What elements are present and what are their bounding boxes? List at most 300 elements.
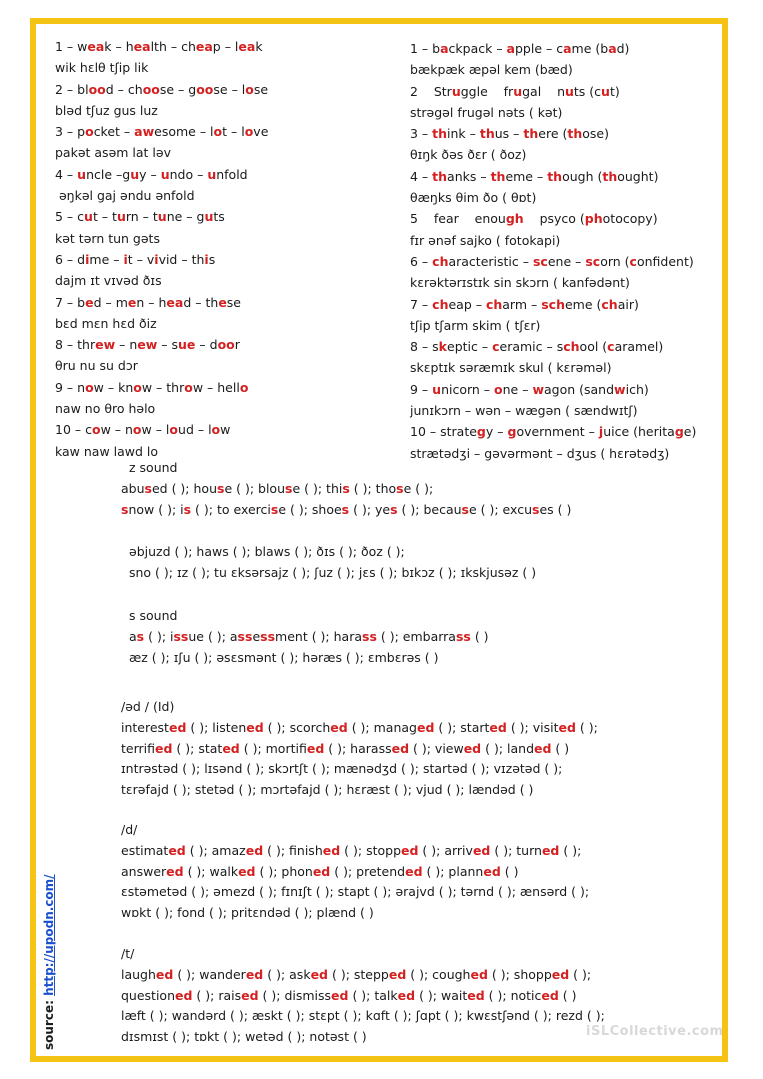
highlighted-letters: ch (601, 296, 618, 312)
highlighted-letters: g (476, 424, 486, 440)
highlighted-letters: u (432, 381, 442, 397)
text-segment: 8 – s (410, 339, 439, 355)
text-segment: se – l (213, 81, 246, 97)
text-segment: ( ); amaz (185, 842, 246, 858)
highlighted-letters: ed (322, 842, 341, 858)
text-segment: arm – (502, 296, 542, 312)
highlighted-letters: ed (310, 966, 328, 982)
left-column-line (55, 355, 395, 376)
highlighted-letters: ew (95, 337, 116, 353)
text-segment: 7 – (410, 296, 433, 312)
text-segment: /t/ (121, 946, 135, 961)
text-segment: ( ); phon (255, 863, 313, 879)
highlighted-letters: ea (166, 294, 184, 310)
highlighted-letters: ed (534, 740, 552, 756)
left-column-line (55, 164, 395, 185)
text-segment: dajm ɪt vɪvəd ðɪs (55, 273, 162, 289)
text-segment: ( ); pretend (330, 863, 406, 879)
left-column-line (55, 334, 395, 355)
highlighted-letters: ed (405, 863, 423, 879)
right-column-line (410, 59, 720, 80)
highlighted-letters: o (245, 81, 254, 97)
highlighted-letters: s (136, 628, 145, 644)
text-segment: ( ); harass (324, 740, 392, 756)
left-column-line (55, 142, 395, 163)
text-segment: ( ); embarra (376, 628, 456, 644)
highlighted-letters: th (490, 168, 506, 184)
text-segment: tʃip tʃarm skim ( tʃɛr) (410, 317, 541, 333)
text-segment: wɒkt ( ); fond ( ); pritɛndəd ( ); plænd ( ) (121, 905, 374, 921)
text-segment: – s (157, 337, 179, 353)
text-segment: e ( ); (403, 480, 434, 496)
right-column-line (410, 400, 720, 421)
text-segment: ncle –g (86, 166, 131, 182)
left-column-line (55, 249, 395, 270)
s-section-line (121, 606, 711, 627)
text-segment: w – kn (93, 379, 134, 395)
highlighted-letters: u (601, 83, 610, 99)
d-sound-section (121, 820, 711, 924)
text-segment: s sound (129, 608, 178, 623)
highlighted-letters: o (184, 379, 193, 395)
text-segment: z sound (129, 460, 178, 475)
text-segment: ( ); turn (490, 842, 542, 858)
left-column-line (55, 185, 395, 206)
text-segment: ( ); scorch (263, 719, 331, 735)
text-segment: ought) (617, 168, 659, 184)
highlighted-letters: o (133, 379, 142, 395)
text-segment: 10 – strate (410, 424, 477, 440)
text-segment: ment ( ); hara (275, 628, 362, 644)
highlighted-letters: s (121, 501, 129, 517)
text-segment: ( ); (575, 719, 598, 735)
text-segment: psyco ( (523, 211, 585, 227)
left-column-line (55, 377, 395, 398)
text-segment: θru nu su dɔr (55, 358, 138, 374)
highlighted-letters: e (85, 294, 94, 310)
text-segment: eme ( (564, 296, 602, 312)
highlighted-letters: o (91, 422, 101, 438)
text-segment: overnment – (516, 424, 599, 440)
highlighted-letters: ss (173, 628, 189, 644)
text-segment: anks – (447, 168, 491, 184)
left-column-line (55, 270, 395, 291)
text-segment: ed ( ); hou (151, 480, 217, 496)
highlighted-letters: a (440, 41, 449, 56)
highlighted-letters: ea (195, 39, 213, 54)
text-segment: ( ); land (481, 740, 535, 756)
highlighted-letters: ed (155, 740, 173, 756)
highlighted-letters: ed (489, 719, 507, 735)
text-segment: ere ( (538, 126, 568, 142)
t-section-line (121, 986, 711, 1007)
text-segment: /əd / (Id) (121, 699, 175, 714)
right-column-line (410, 38, 720, 59)
text-segment: t – l (222, 124, 245, 140)
text-segment: s (208, 251, 216, 267)
highlighted-letters: th (523, 126, 539, 142)
right-column-line (410, 208, 720, 229)
text-segment: aracteristic – (448, 253, 533, 269)
text-segment: ve (253, 124, 269, 140)
text-segment: ool ( (579, 339, 608, 355)
text-segment: e (252, 628, 261, 644)
highlighted-letters: ed (238, 863, 256, 879)
highlighted-letters: o (494, 381, 503, 397)
text-segment: air) (617, 296, 639, 312)
z-section-ipa-line (121, 563, 711, 584)
highlighted-letters: a (608, 41, 617, 56)
text-segment: otocopy) (602, 211, 658, 227)
text-segment: w – l (141, 422, 170, 438)
highlighted-letters: u (157, 209, 167, 225)
highlighted-letters: ch (485, 296, 503, 312)
highlighted-letters: a (506, 41, 515, 56)
text-segment: us – (494, 126, 524, 142)
highlighted-letters: th (602, 168, 618, 184)
text-segment: strəgəl frugəl nəts ( kət) (410, 104, 563, 120)
text-segment: question (121, 987, 176, 1003)
text-segment: e ( ); blou (224, 480, 286, 496)
text-segment: d – m (93, 294, 128, 310)
highlighted-letters: u (513, 83, 523, 99)
right-column-line (410, 187, 720, 208)
text-segment: t) (609, 83, 620, 99)
text-segment: kaw naw lawd lo (55, 443, 159, 459)
text-segment: ene – (547, 253, 586, 269)
right-column-line (410, 230, 720, 251)
highlighted-letters: ew (137, 337, 158, 353)
text-segment: bækpæk æpəl kem (bæd) (410, 62, 573, 78)
text-segment: se (226, 294, 241, 310)
highlighted-letters: u (565, 83, 574, 99)
text-segment: pakət asəm lat ləv (55, 145, 171, 161)
text-segment: tɛrəfajd ( ); stetəd ( ); mɔrtəfajd ( ); hɛræst ( ); vjud ( ); lændəd ( ) (121, 782, 534, 798)
text-segment: æz ( ); ɪʃu ( ); əsɛsmənt ( ); həræs ( ); ɛmbɛrəs ( ) (129, 649, 439, 665)
d-section-line (121, 820, 711, 841)
text-segment: aramel) (614, 339, 664, 355)
highlighted-letters: ch (563, 339, 580, 355)
highlighted-letters: i (204, 251, 209, 267)
left-column-line (55, 313, 395, 334)
text-segment: ue ( ); a (188, 628, 238, 644)
highlighted-letters: o (211, 422, 221, 438)
highlighted-letters: ch (432, 296, 449, 312)
text-segment: ( ); (559, 842, 582, 858)
source-link[interactable]: http://upodn.com/ (42, 874, 56, 996)
highlighted-letters: s (461, 501, 469, 517)
highlighted-letters: o (169, 422, 179, 438)
text-segment: /d/ (121, 822, 138, 837)
highlighted-letters: o (244, 124, 254, 140)
highlighted-letters: th (567, 126, 583, 142)
ed-id-section-line (121, 780, 711, 801)
highlighted-letters: th (432, 168, 448, 184)
highlighted-letters: ss (260, 628, 276, 644)
s-section-line (121, 648, 711, 669)
text-segment: ( ) (500, 863, 519, 879)
highlighted-letters: ss (455, 628, 471, 644)
text-segment: se (253, 81, 269, 97)
text-segment: p – l (212, 39, 239, 54)
text-segment: ( ); shopp (487, 966, 552, 982)
text-segment: laugh (121, 966, 156, 982)
text-segment: junɪkɔrn – wən – wægən ( sændwɪtʃ) (410, 403, 638, 419)
text-segment: ud – l (178, 422, 212, 438)
text-segment: e ( ); excu (468, 501, 533, 517)
left-column-line (55, 419, 395, 440)
highlighted-letters: ed (541, 987, 559, 1003)
highlighted-letters: ed (483, 863, 501, 879)
highlighted-letters: ph (584, 211, 603, 227)
text-segment: sno ( ); ɪz ( ); tu ɛksərsajz ( ); ʃuz ( ); jɛs ( ); bɪkɔz ( ); ɪkskjusəz ( ) (129, 564, 537, 580)
highlighted-letters: sch (541, 296, 565, 312)
highlighted-letters: ed (401, 842, 419, 858)
text-segment: ( ); to exerci (191, 501, 271, 517)
text-segment: læft ( ); wandərd ( ); æskt ( ); stɛpt ( ); kɑft ( ); ʃɑpt ( ); kwɛstʃənd ( ); rezd ( ); (121, 1008, 605, 1024)
highlighted-letters: ed (306, 740, 325, 756)
highlighted-letters: i (123, 251, 128, 267)
highlighted-letters: th (547, 168, 563, 184)
highlighted-letters: ed (168, 842, 186, 858)
text-segment: ( ); ask (263, 966, 311, 982)
ed-id-section-line (121, 718, 711, 739)
text-segment: 3 – p (55, 124, 86, 140)
text-segment: k – h (104, 39, 134, 54)
text-segment: ɛstəmetəd ( ); əmezd ( ); fɪnɪʃt ( ); stapt ( ); ərajvd ( ); tərnd ( ); ænsərd ( ); (121, 884, 590, 900)
text-segment: now ( ); i (128, 501, 184, 517)
text-segment: se – g (159, 81, 197, 97)
left-column-line (55, 79, 395, 100)
highlighted-letters: s (285, 480, 293, 496)
highlighted-letters: s (217, 480, 225, 496)
text-segment: – d (195, 337, 218, 353)
text-segment: fɪr ənəf sajko ( fotokapi) (410, 232, 561, 248)
text-segment: vid – th (158, 251, 205, 267)
highlighted-letters: j (598, 424, 604, 440)
s-sound-section (121, 606, 711, 668)
text-segment: e) (683, 424, 697, 440)
highlighted-letters: ed (397, 987, 416, 1003)
ed-id-section (121, 697, 711, 801)
highlighted-letters: o (132, 422, 142, 438)
highlighted-letters: ed (168, 719, 187, 735)
text-segment: d) (616, 41, 630, 56)
highlighted-letters: oo (142, 81, 160, 97)
left-column-line (55, 292, 395, 313)
text-segment: ( ); manag (347, 719, 417, 735)
highlighted-letters: ed (166, 863, 184, 879)
text-segment: estimat (121, 842, 169, 858)
text-segment: 1 – w (55, 39, 88, 54)
text-segment: e ( ); shoe (278, 501, 342, 517)
text-segment: uice (herita (603, 424, 675, 440)
right-column-line (410, 144, 720, 165)
highlighted-letters: ed (245, 842, 264, 858)
text-segment: ( ); visit (506, 719, 559, 735)
text-segment: ɪntrəstəd ( ); lɪsənd ( ); skɔrtʃt ( ); mænədʒd ( ); startəd ( ); vɪzətəd ( ); (121, 761, 563, 777)
highlighted-letters: ed (467, 987, 485, 1003)
source-label: source: (42, 995, 56, 1050)
text-segment: skɛptɪk səræmɪk skul ( kɛrəməl) (410, 360, 612, 376)
text-segment: ( ); rais (192, 987, 242, 1003)
text-segment: k (255, 39, 263, 54)
d-section-line (121, 903, 711, 924)
ed-id-section-line (121, 739, 711, 760)
text-segment: ts (c (573, 83, 602, 99)
text-segment: esome – l (154, 124, 214, 140)
text-segment: ( ); talk (348, 987, 398, 1003)
highlighted-letters: ea (133, 39, 151, 54)
right-column-line (410, 421, 720, 442)
highlighted-letters: ea (87, 39, 105, 54)
z-sound-section (121, 458, 711, 520)
text-segment: cket – (93, 124, 135, 140)
highlighted-letters: k (438, 339, 447, 355)
text-segment: w (220, 422, 231, 438)
right-column-line (410, 251, 720, 272)
source-credit (42, 874, 56, 1050)
highlighted-letters: ed (541, 842, 560, 858)
text-segment: 9 – (410, 381, 433, 397)
highlighted-letters: oo (217, 337, 235, 353)
text-segment: abu (121, 480, 145, 496)
highlighted-letters: u (77, 166, 87, 182)
text-segment: ( ) (558, 987, 577, 1003)
text-segment: eptic – (447, 339, 493, 355)
text-segment: ( ); arriv (418, 842, 473, 858)
text-segment: ( ); i (144, 628, 174, 644)
highlighted-letters: s (396, 480, 404, 496)
text-segment: naw no θro həlo (55, 401, 156, 417)
highlighted-letters: w (614, 381, 626, 397)
highlighted-letters: s (390, 501, 398, 517)
highlighted-letters: gh (505, 211, 524, 227)
text-segment: bləd tʃuz gus luz (55, 102, 158, 118)
highlighted-letters: e (127, 294, 137, 310)
highlighted-letters: s (342, 480, 350, 496)
text-segment: onfident) (636, 253, 694, 269)
text-segment: 10 – c (55, 422, 92, 438)
text-segment: kət tərn tun gəts (55, 230, 160, 246)
highlighted-letters: oo (196, 81, 214, 97)
text-segment: ( ); cough (406, 966, 471, 982)
text-segment: 5 – c (55, 209, 85, 225)
text-segment: es ( ) (539, 501, 572, 517)
text-segment: ckpack – (448, 41, 507, 56)
text-segment: 7 – b (55, 294, 86, 310)
text-segment: θæŋks θim ðo ( θɒt) (410, 190, 537, 206)
text-segment: ne – (502, 381, 533, 397)
text-segment: pple – c (514, 41, 564, 56)
highlighted-letters: c (607, 339, 615, 355)
z-sound-ipa-section (121, 542, 711, 584)
left-column-line (55, 100, 395, 121)
text-segment: ear enou (438, 211, 506, 227)
t-section-line (121, 944, 711, 965)
text-segment: ink – (447, 126, 480, 142)
highlighted-letters: ed (222, 740, 240, 756)
highlighted-letters: ed (312, 863, 331, 879)
highlighted-letters: ue (178, 337, 196, 353)
text-segment: eap – (448, 296, 486, 312)
text-segment: 1 – b (410, 41, 441, 56)
left-column-word-list (55, 36, 395, 462)
text-segment: ( ); becau (397, 501, 462, 517)
text-segment: bɛd mɛn hɛd ðiz (55, 315, 157, 331)
highlighted-letters: ss (237, 628, 253, 644)
left-column-line (55, 228, 395, 249)
text-segment: ( ); notic (484, 987, 542, 1003)
right-column-line (410, 336, 720, 357)
right-column-line (410, 272, 720, 293)
highlighted-letters: u (130, 166, 140, 182)
highlighted-letters: u (451, 83, 461, 99)
t-section-line (121, 965, 711, 986)
text-segment: ( ); wander (173, 966, 246, 982)
highlighted-letters: i (85, 251, 90, 267)
text-segment: 2 – bl (55, 81, 89, 97)
highlighted-letters: u (160, 166, 170, 182)
highlighted-letters: ed (391, 740, 410, 756)
left-column-line (55, 121, 395, 142)
text-segment: – n (115, 337, 138, 353)
highlighted-letters: s (270, 501, 279, 517)
text-segment: gal n (522, 83, 565, 99)
text-segment: nicorn – (441, 381, 495, 397)
text-segment: nfold (216, 166, 248, 182)
text-segment: 4 – (410, 168, 433, 184)
text-segment: ( ); view (409, 740, 464, 756)
text-segment: ich) (625, 381, 649, 397)
z-section-line (121, 500, 711, 521)
text-segment: lth – ch (150, 39, 196, 54)
highlighted-letters: s (144, 480, 152, 496)
text-segment: ( ); start (434, 719, 490, 735)
text-segment: d – th (183, 294, 219, 310)
text-segment: əŋkəl gaj əndu ənfold (55, 188, 195, 204)
text-segment: y – (485, 424, 508, 440)
highlighted-letters: c (629, 253, 637, 269)
highlighted-letters: ed (245, 966, 264, 982)
text-segment: 6 – (410, 253, 433, 269)
highlighted-letters: th (479, 126, 495, 142)
highlighted-letters: aw (134, 124, 155, 140)
text-segment: n – h (136, 294, 167, 310)
text-segment: ( ); (569, 966, 592, 982)
text-segment: ( ); stopp (340, 842, 402, 858)
highlighted-letters: ed (331, 987, 349, 1003)
ed-id-section-line (121, 759, 711, 780)
text-segment: ough ( (562, 168, 603, 184)
text-segment: ggle fr (460, 83, 514, 99)
highlighted-letters: ed (175, 987, 193, 1003)
right-column-line (410, 123, 720, 144)
left-column-line (55, 398, 395, 419)
text-segment: ( ); tho (349, 480, 397, 496)
highlighted-letters: ed (246, 719, 264, 735)
highlighted-letters: s (183, 501, 192, 517)
highlighted-letters: u (207, 166, 217, 182)
highlighted-letters: u (116, 209, 126, 225)
text-segment: 3 – (410, 126, 433, 142)
highlighted-letters: w (532, 381, 544, 397)
text-segment: strætədʒi – gəvərmənt – dʒus ( hɛrətədʒ) (410, 445, 670, 461)
ed-id-section-line (121, 697, 711, 718)
highlighted-letters: g (507, 424, 517, 440)
text-segment: ( ); dismiss (258, 987, 332, 1003)
highlighted-letters: ed (155, 966, 174, 982)
